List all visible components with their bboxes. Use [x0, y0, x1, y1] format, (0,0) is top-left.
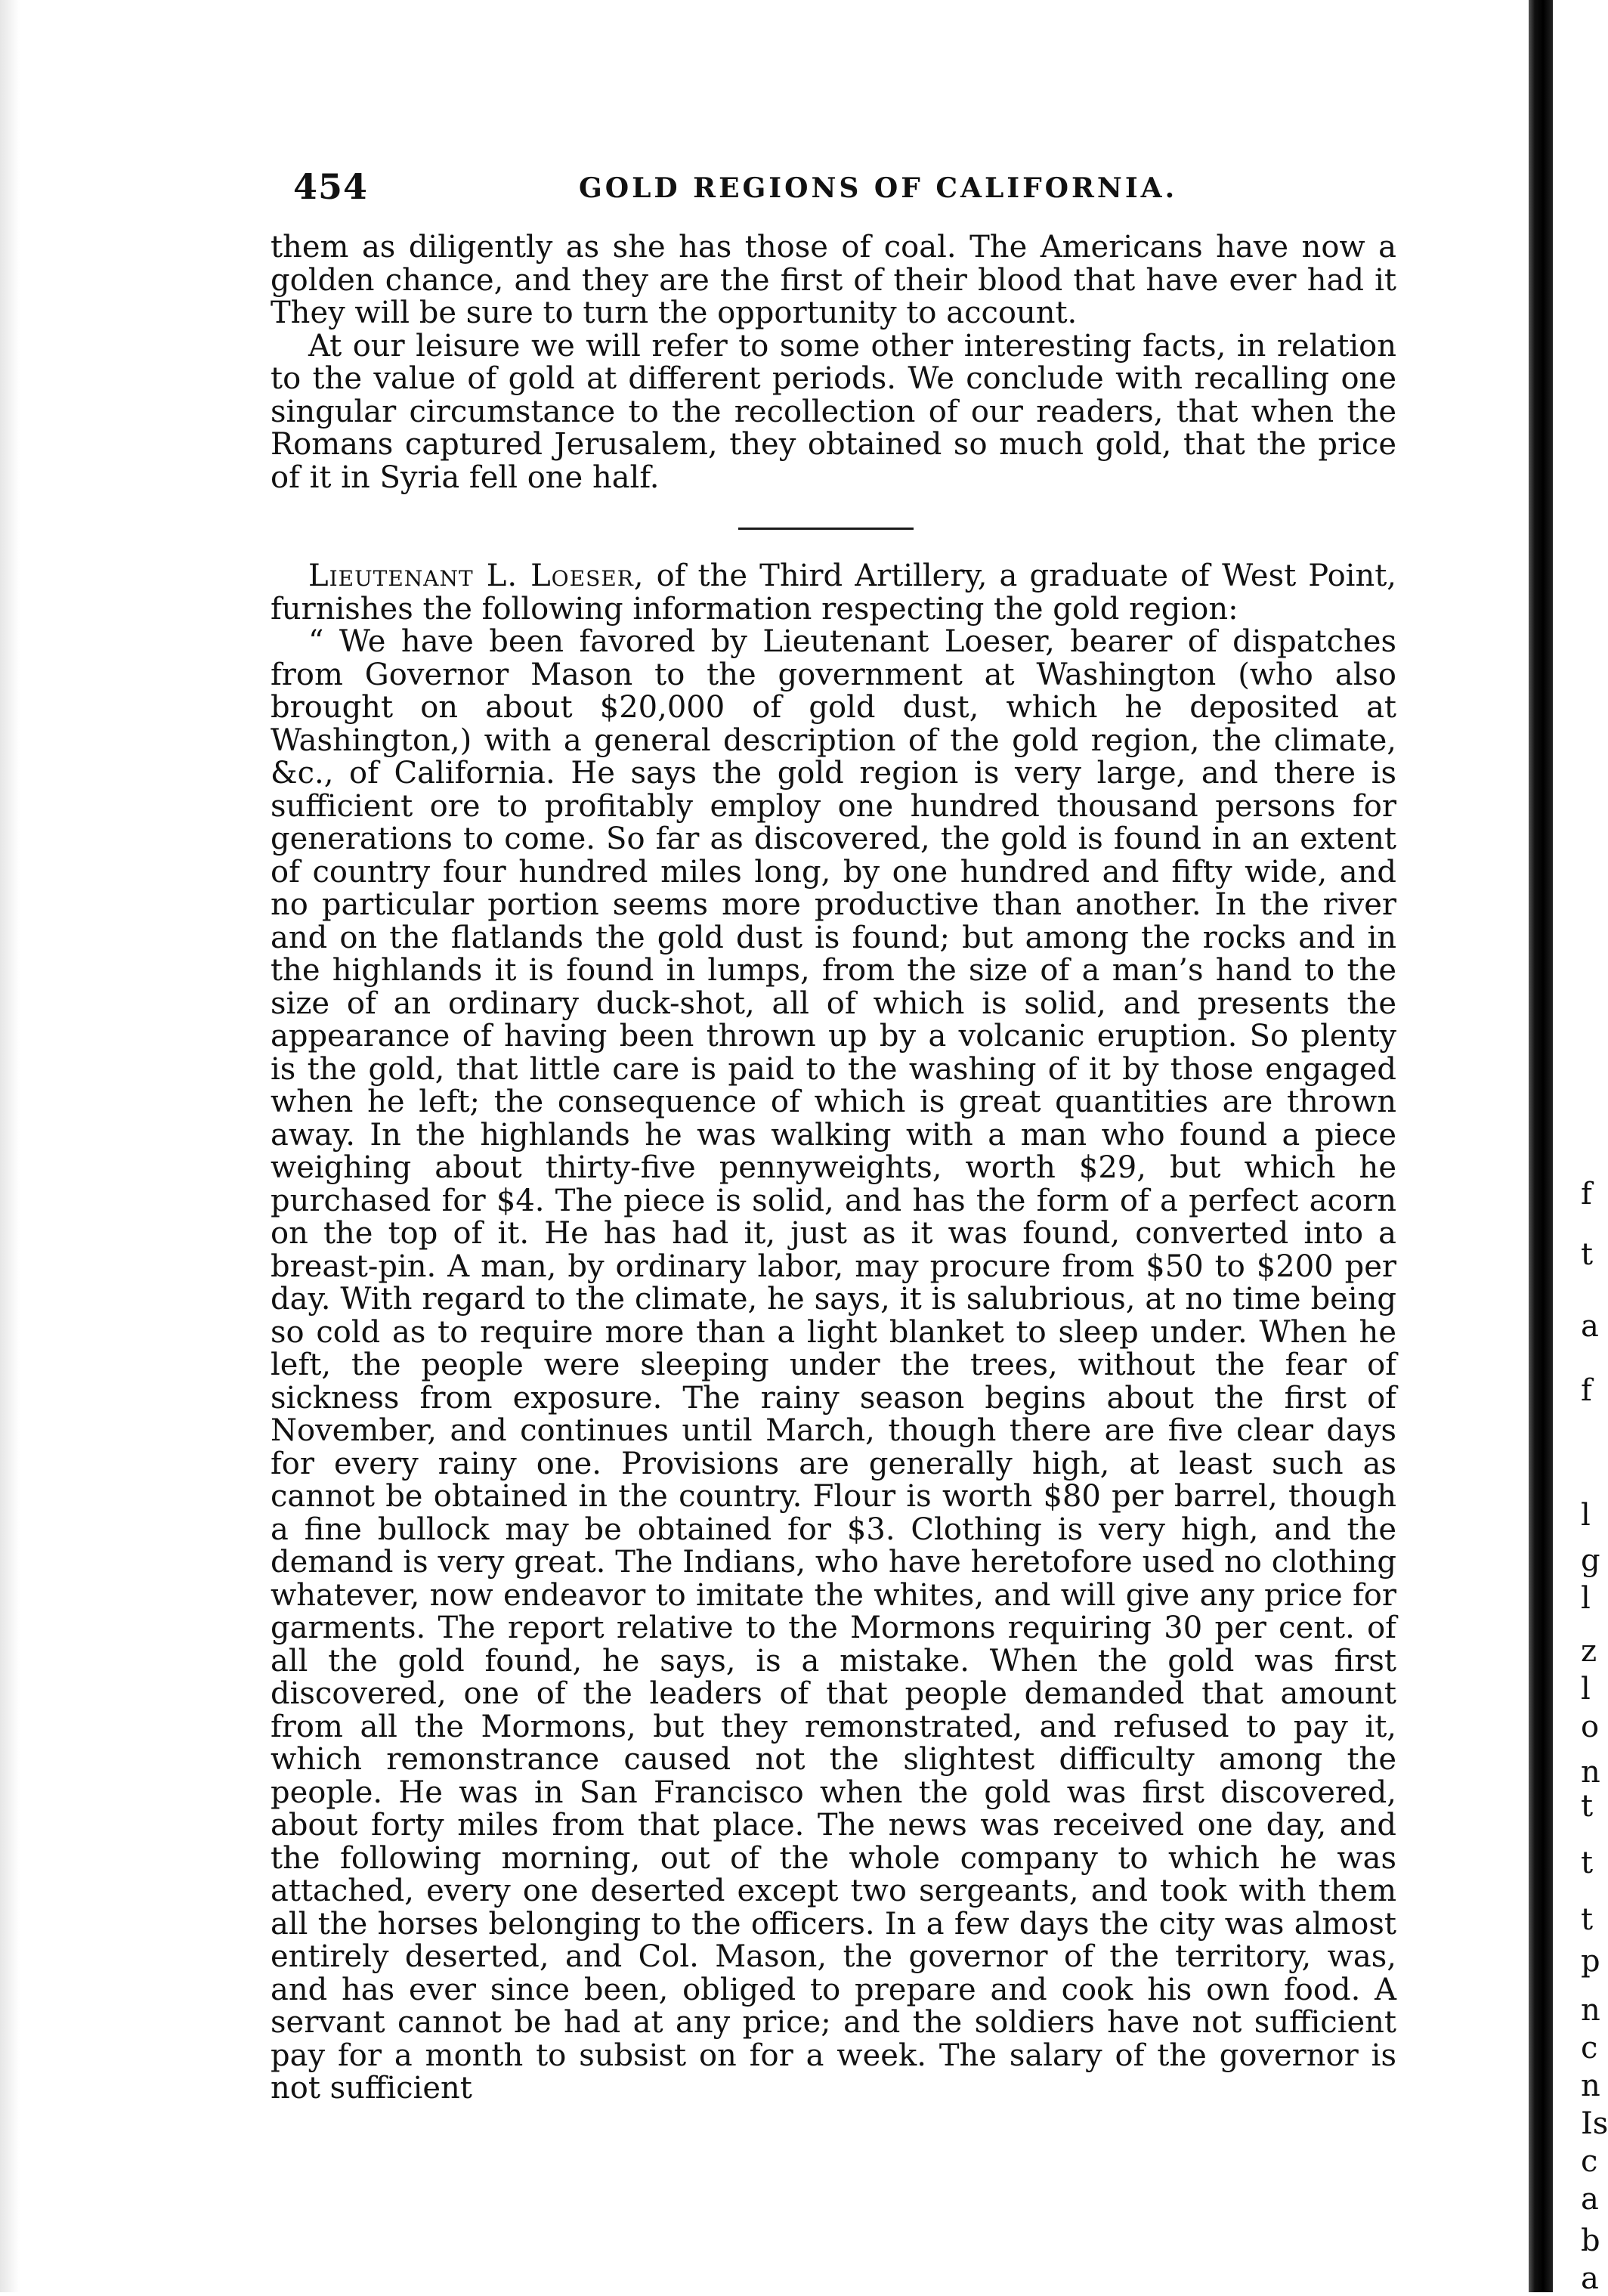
adjacent-page-fragment: f — [1581, 1373, 1592, 1408]
adjacent-page-fragment: l — [1581, 1581, 1591, 1616]
adjacent-page-fragment: a — [1581, 2182, 1599, 2217]
page-header — [271, 144, 1396, 216]
paragraph-continuation: them as diligently as she has those of coal. The Americans have now a golden chance, and they are the first of their blood that have ever had it They will be sure to turn the opportunity to account. — [271, 230, 1396, 330]
paragraph-leisure: At our leisure we will refer to some other interesting facts, in relation to the value of gold at different periods. We conclude with recalling one singular circumstance to the recollection of our readers, that when the Romans captured Jerusalem, they obtained so much gold, that the price of it in Syria fell one half. — [271, 328, 1396, 495]
adjacent-page-fragment: Is — [1581, 2106, 1608, 2141]
adjacent-page-fragment: t — [1581, 1902, 1594, 1937]
adjacent-page-fragment: a — [1581, 2261, 1599, 2296]
adjacent-page-fragment: a — [1581, 1309, 1599, 1344]
adjacent-page-fragment: c — [1581, 2144, 1598, 2179]
adjacent-page-fragment: n — [1581, 1993, 1600, 2028]
adjacent-page-fragment: b — [1581, 2223, 1600, 2258]
article-intro — [271, 560, 1396, 626]
page-gutter-shadow — [1529, 0, 1553, 2292]
section-divider — [738, 528, 914, 530]
adjacent-page-fragment: n — [1581, 2069, 1600, 2103]
adjacent-page-fragment: t — [1581, 1789, 1594, 1824]
article-lead-name: Lieutenant L. Loeser, — [308, 559, 645, 593]
adjacent-page-fragment: g — [1581, 1543, 1600, 1578]
adjacent-page-fragment: o — [1581, 1710, 1600, 1744]
article-intro-text: of the Third Artillery, a graduate of West Point, furnishes the following information respecting the gold region: — [271, 559, 1396, 627]
adjacent-page-fragment: f — [1581, 1177, 1592, 1211]
adjacent-page-fragment: l — [1581, 1672, 1591, 1707]
running-head: GOLD REGIONS OF CALIFORNIA. — [579, 172, 1178, 204]
page-number: 454 — [293, 166, 369, 207]
binding-shadow — [0, 0, 20, 2292]
adjacent-page-fragment: t — [1581, 1846, 1594, 1880]
book-page — [271, 144, 1396, 2260]
adjacent-page-fragment: l — [1581, 1498, 1591, 1533]
adjacent-page-fragment: t — [1581, 1237, 1594, 1272]
adjacent-page-fragment: z — [1581, 1634, 1597, 1669]
article-body: “ We have been favored by Lieutenant Loeser, bearer of dispatches from Governor Mason to the government at Washington (who also brought on about $20,000 of gold dust, which he deposited at Washington,) with a general description of the gold region, the climate, &c., of California. He says the gold region is very large, and there is sufficient ore to profitably employ one hundred thousand persons for generations to come. So far as discovered, the gold is found in an extent of country four hundred miles long, by one hundred and fifty wide, and no particular portion seems more productive than another. In the river and on the flatlands the gold dust is found; but among the rocks and in the highlands it is found in lumps, from the size of a man’s hand to the size of an ordinary duck-shot, all of which is solid, and presents the appearance of having been thrown up by a volcanic eruption. So plenty is the gold, that little care is paid to the washing of it by those engaged when he left; the consequence of which is great quantities are thrown away. In the highlands he was walking with a man who found a piece weighing about thirty-five pennyweights, worth $29, but which he purchased for $4. The piece is solid, and has the form of a perfect acorn on the top of it. He has had it, just as it was found, converted into a breast-pin. A man, by ordinary labor, may procure from $50 to $200 per day. With regard to the climate, he says, it is salubrious, at no time being so cold as to require more than a light blanket to sleep under. When he left, the people were sleeping under the trees, without the fear of sickness from exposure. The rainy season begins about the first of November, and continues until March, though there are five clear days for every rainy one. Provisions are generally high, at least such as cannot be obtained in the country. Flour is worth $80 per barrel, though a fine bullock may be obtained for $3. Clothing is very high, and the demand is very great. The Indians, who have heretofore used no clothing whatever, now endeavor to imitate the whites, and will give any price for garments. The report relative to the Mormons requiring 30 per cent. of all the gold found, he says, is a mistake. When the gold was first discovered, one of the leaders of that people demanded that amount from all the Mormons, but they remonstrated, and refused to pay it, which remonstrance caused not the slightest difficulty among the people. He was in San Francisco when the gold was first discovered, about forty miles from that place. The news was received one day, and the following morning, out of the whole company to which he was attached, every one deserted except two sergeants, and took with them all the horses belonging to the officers. In a few days the city was almost entirely deserted, and Col. Mason, the governor of the territory, was, and has ever since been, obliged to prepare and cook his own food. A servant cannot be had at any price; and the soldiers have not sufficient pay for a month to subsist on for a week. The salary of the governor is not sufficient — [271, 624, 1396, 2106]
adjacent-page-fragment: n — [1581, 1755, 1600, 1790]
adjacent-page-fragment: p — [1581, 1944, 1600, 1979]
adjacent-page-fragment: c — [1581, 2031, 1598, 2065]
